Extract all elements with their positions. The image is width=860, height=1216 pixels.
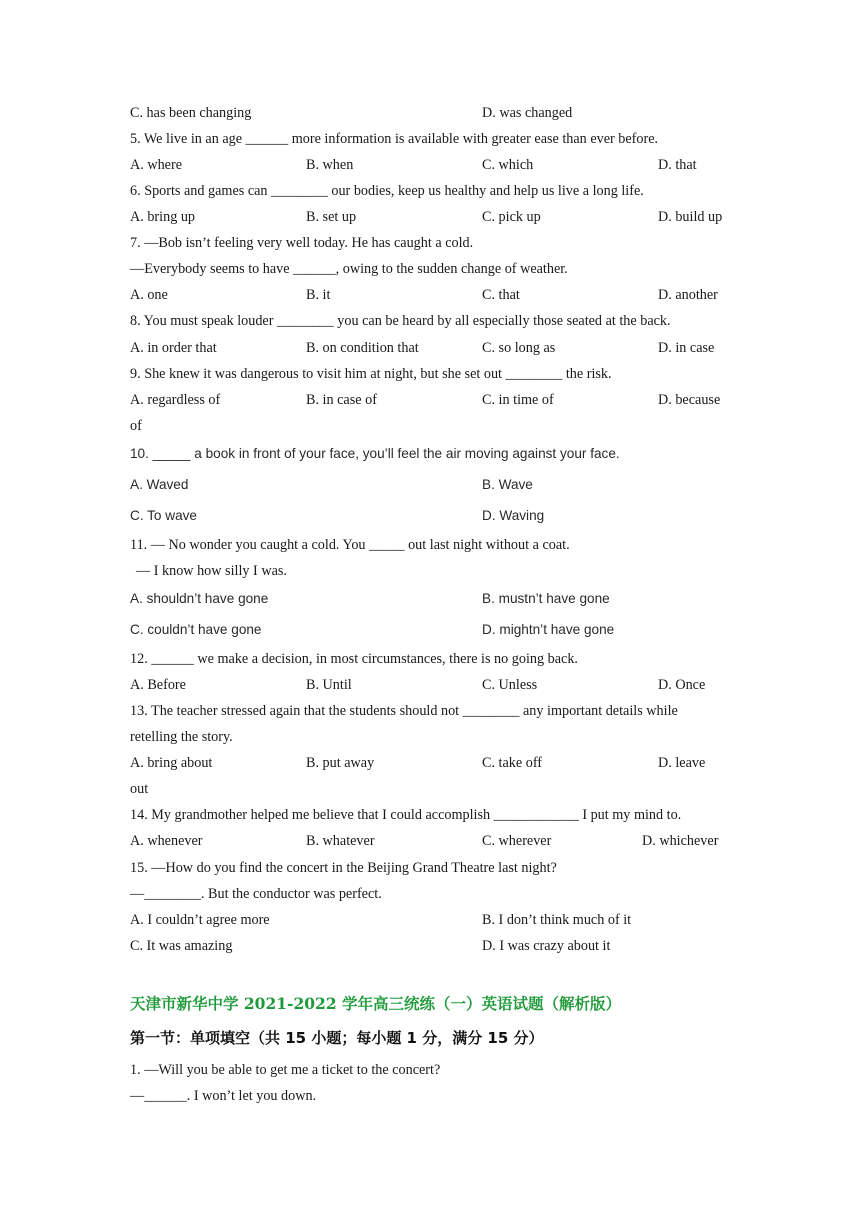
option-text: D. mightn’t have gone: [482, 622, 615, 637]
option-text: A. I couldn’t agree more: [130, 912, 270, 928]
question-text: 6. Sports and games can ________ our bodies, keep us healthy and help us live a long life.: [130, 183, 644, 199]
option-text: D. Waving: [482, 508, 545, 523]
option-text: B. put away: [306, 755, 375, 771]
option-text: A. bring about: [130, 755, 213, 771]
option-text: A. shouldn’t have gone: [130, 591, 269, 606]
option-text: A. Before: [130, 677, 186, 693]
option-text: A. where: [130, 157, 182, 173]
option-text: D. whichever: [642, 833, 719, 849]
question-text: 7. —Bob isn’t feeling very well today. He has caught a cold.: [130, 235, 474, 251]
option-text: D. was changed: [482, 105, 573, 121]
option-text: of: [130, 418, 142, 434]
question-text: 10. _____ a book in front of your face, you’ll feel the air moving against your face.: [130, 446, 620, 461]
question-text: — I know how silly I was.: [136, 563, 287, 579]
option-text: B. I don’t think much of it: [482, 912, 632, 928]
option-text: D. Once: [658, 677, 706, 693]
option-text: D. because: [658, 392, 721, 408]
option-text: C. Unless: [482, 677, 538, 693]
option-text: D. that: [658, 157, 697, 173]
option-text: C. so long as: [482, 340, 556, 356]
option-text: B. whatever: [306, 833, 375, 849]
question-text: 11. — No wonder you caught a cold. You _____ out last night without a coat.: [130, 537, 570, 553]
option-text: C. which: [482, 157, 534, 173]
option-text: B. set up: [306, 209, 357, 225]
question-text: 13. The teacher stressed again that the students should not ________ any important details while: [130, 703, 678, 719]
option-text: A. one: [130, 287, 168, 303]
exam-title: 天津市新华中学 2021-2022 学年高三统练（一）英语试题（解析版）: [130, 994, 622, 1013]
option-text: D. in case: [658, 340, 715, 356]
option-text: B. in case of: [306, 392, 377, 408]
option-text: C. take off: [482, 755, 543, 771]
option-text: C. that: [482, 287, 520, 303]
option-text: B. on condition that: [306, 340, 419, 356]
option-text: D. build up: [658, 209, 723, 225]
option-text: out: [130, 781, 149, 797]
option-text: A. bring up: [130, 209, 196, 225]
question-text: 14. My grandmother helped me believe that I could accomplish ____________ I put my mind to.: [130, 807, 682, 823]
option-text: C. It was amazing: [130, 938, 233, 954]
option-text: A. whenever: [130, 833, 203, 849]
section-heading: 第一节：单项填空（共 15 小题；每小题 1 分，满分 15 分）: [130, 1029, 544, 1047]
option-text: B. mustn’t have gone: [482, 591, 610, 606]
option-text: B. Wave: [482, 477, 533, 492]
question-text: 8. You must speak louder ________ you can be heard by all especially those seated at the back.: [130, 313, 671, 329]
question-text: 12. ______ we make a decision, in most circumstances, there is no going back.: [130, 651, 578, 667]
option-text: A. in order that: [130, 340, 217, 356]
question-text: 9. She knew it was dangerous to visit him at night, but she set out ________ the risk.: [130, 366, 612, 382]
option-text: C. couldn’t have gone: [130, 622, 262, 637]
option-text: C. has been changing: [130, 105, 252, 121]
question-text: —Everybody seems to have ______, owing to the sudden change of weather.: [130, 261, 568, 277]
option-text: C. in time of: [482, 392, 554, 408]
option-text: C. wherever: [482, 833, 552, 849]
question-text: 1. —Will you be able to get me a ticket to the concert?: [130, 1062, 441, 1078]
question-text: retelling the story.: [130, 729, 233, 745]
option-text: C. pick up: [482, 209, 541, 225]
option-text: B. it: [306, 287, 331, 303]
option-text: A. Waved: [130, 477, 189, 492]
option-text: A. regardless of: [130, 392, 221, 408]
option-text: B. Until: [306, 677, 352, 693]
question-text: 15. —How do you find the concert in the Beijing Grand Theatre last night?: [130, 860, 557, 876]
option-text: D. another: [658, 287, 718, 303]
question-text: 5. We live in an age ______ more information is available with greater ease than ever before.: [130, 131, 659, 147]
option-text: C. To wave: [130, 508, 197, 523]
option-text: B. when: [306, 157, 354, 173]
option-text: D. I was crazy about it: [482, 938, 611, 954]
question-text: —______. I won’t let you down.: [130, 1088, 317, 1104]
question-text: —________. But the conductor was perfect.: [130, 886, 382, 902]
option-text: D. leave: [658, 755, 706, 771]
